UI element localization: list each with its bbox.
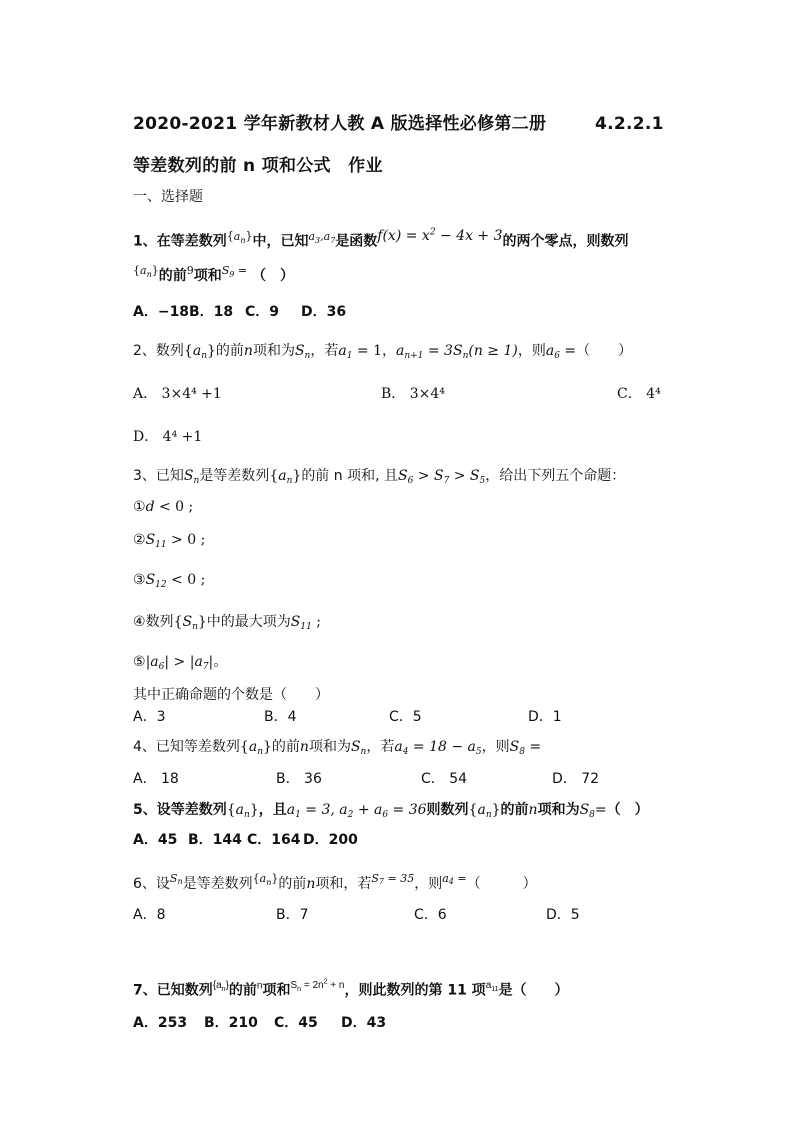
math-n: n [243,343,253,359]
q3-proposition-4: ④数列$\{S_n\}$中的最大项为$S_{11}$ ; [133,614,322,632]
q7-option-d[interactable]: D．43 [341,1015,387,1031]
q3-proposition-2: $②S_{11} > 0$ ; [133,532,206,550]
math-recurrence: $a_{n+1} = 3S_n(n \ge 1)$ [395,343,518,361]
doc-title-line2: 等差数列的前 n 项和公式 作业 [133,156,383,176]
question-4: 4、已知等差数列$\{a_n\}$的前n项和为$S_n$，若$a_4 = 18 - a_5$，则$S_8$ = [133,739,542,757]
doc-title-number: 4.2.2.1 [595,114,664,134]
q3-ask: 其中正确命题的个数是（ ） [133,687,329,703]
q4-option-c[interactable]: C． 54 [421,771,468,787]
doc-title-text: 2020-2021 学年新教材人教 A 版选择性必修第二册 [133,114,547,134]
q6-option-c[interactable]: C．6 [414,907,447,923]
q3-proposition-5: $⑤|a_6| > |a_7|$。 [133,654,228,672]
math-a1: $a_1$ [338,343,353,361]
q4-option-d[interactable]: D． 72 [552,771,600,787]
q1-option-b[interactable]: B．18 [189,304,234,320]
math-a6: $a_6$ = [545,343,577,361]
math-function: $f(x) = x^2 - 4x + 3$ [377,227,503,244]
q2-option-c[interactable]: C． 4⁴ [617,386,661,402]
q6-option-a[interactable]: A．8 [133,907,166,923]
q2-option-a[interactable]: A． 3×4⁴ +1 [133,386,222,402]
math-inequality: $S_6 > S_7 > S_5$ [398,468,486,486]
q3-option-b[interactable]: B．4 [264,709,297,725]
q3-option-a[interactable]: A．3 [133,709,166,725]
question-2: 2、数列$\{a_n\}$的前n项和为$S_n$，若$a_1 = 1$，$a_{n+1} = 3S_n(n \ge 1)$，则$a_6$ =（ ） [133,343,633,361]
q3-option-c[interactable]: C．5 [389,709,422,725]
math-seq-an-q2: $\{a_n\}$ [183,343,216,361]
q2-option-b[interactable]: B． 3×4⁴ [381,386,445,402]
q1-option-d[interactable]: D．36 [301,304,347,320]
q6-option-d[interactable]: D．5 [546,907,580,923]
q1-option-c[interactable]: C．9 [245,304,280,320]
q7-option-b[interactable]: B．210 [204,1015,258,1031]
math-sn-q3: $S_n$ [183,468,200,486]
question-1-line1: 1、在等差数列$^{\{a_n\}}$中，已知$^{a_3,a_7}$是函数$f(x) = x^2 - 4x + 3$的两个零点，则数列 [133,227,629,250]
math-seq-an-q3: $\{a_n\}$ [269,468,302,486]
q7-option-a[interactable]: A．253 [133,1015,188,1031]
math-s9: S9 = [221,264,248,280]
math-seq-an: {an} [226,229,253,245]
q5-option-b[interactable]: B．144 [188,832,242,848]
q3-proposition-1: ①d < 0 ; [133,499,194,515]
question-3: 3、已知$S_n$是等差数列$\{a_n\}$的前 n 项和, 且$S_6 > S_7 > S_5$，给出下列五个命题： [133,468,626,486]
section-heading: 一、选择题 [133,189,203,205]
doc-title-line1 [133,114,664,134]
math-nine: 9 [186,264,194,277]
q4-option-b[interactable]: B． 36 [276,771,322,787]
q5-option-d[interactable]: D．200 [303,832,358,848]
q5-option-c[interactable]: C．164 [247,832,301,848]
q5-option-a[interactable]: A．45 [133,832,178,848]
math-seq-an-2: {an} [133,264,159,280]
question-6: 6、设$^{Sn}$是等差数列$^{\{a_n\}}$的前n项和，若$^{S7 = 35}$，则$^{a4 =}$（ ） [133,872,537,892]
math-a3-a7: a3,a7 [308,229,336,245]
q1-option-a[interactable]: A．−18 [133,304,190,320]
q7-option-c[interactable]: C．45 [274,1015,318,1031]
q4-option-a[interactable]: A． 18 [133,771,179,787]
q3-proposition-3: $③S_{12} < 0$ ; [133,572,206,590]
q3-option-d[interactable]: D．1 [528,709,562,725]
math-sn: $S_n$ [294,343,311,361]
question-1-line2: $^{\{a_n\}}$的前$^9$项和$^{S_9 =}$ （ ） [133,264,294,284]
q2-option-d[interactable]: D． 4⁴ +1 [133,429,203,445]
q6-option-b[interactable]: B．7 [276,907,309,923]
question-5: 5、设等差数列$\{a_n\}$，且$a_1 = 3$, $a_2 + a_6 = 36$则数列$\{a_n\}$的前n项和为$S_8=$（ ） [133,802,649,820]
question-7: 7、已知数列$^{\{a_n\}}$的前$^n$项和$^{S_n = 2n^2 + n}$，则此数列的第 11 项$^{a_{11}}$是（ ） [133,979,569,999]
